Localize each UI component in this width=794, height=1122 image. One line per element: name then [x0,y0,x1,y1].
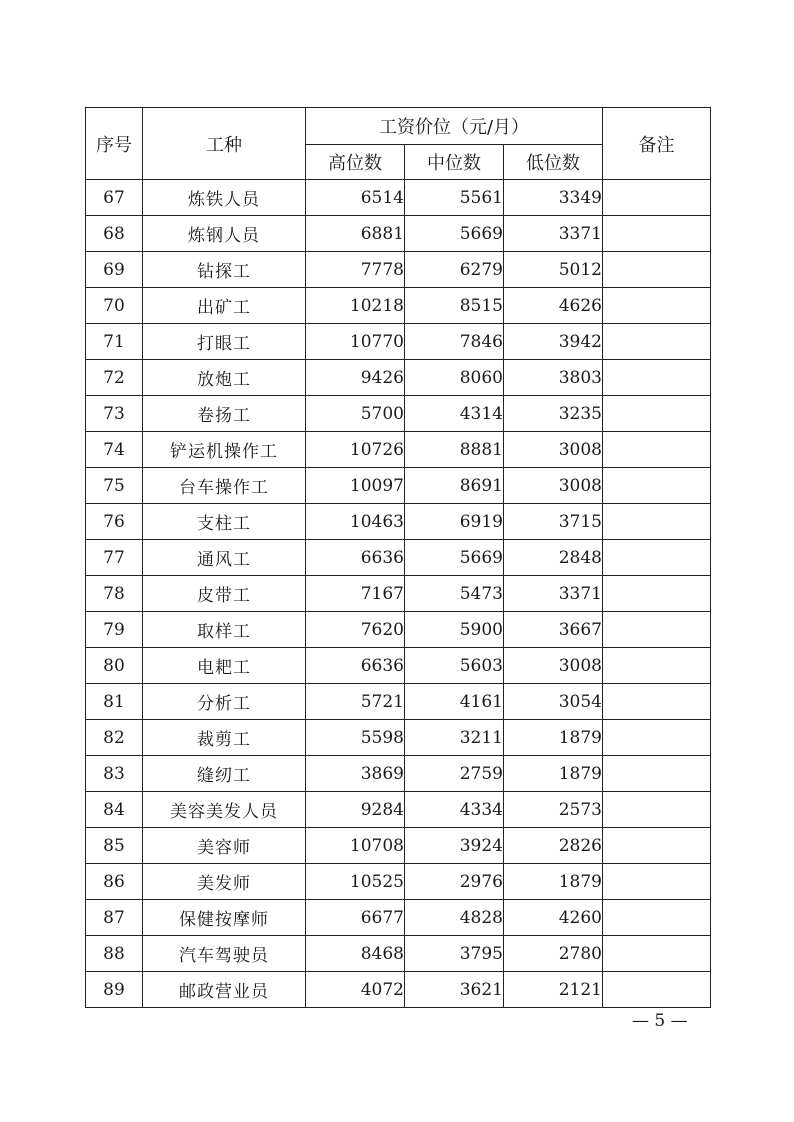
cell-note [603,864,711,900]
cell-job: 卷扬工 [143,396,306,432]
cell-mid: 5473 [405,576,504,612]
cell-seq: 71 [86,324,143,360]
cell-note [603,972,711,1008]
header-mid: 中位数 [405,145,504,180]
cell-high: 6881 [306,216,405,252]
cell-low: 2573 [504,792,603,828]
cell-mid: 3795 [405,936,504,972]
cell-low: 1879 [504,864,603,900]
cell-low: 3667 [504,612,603,648]
cell-job: 台车操作工 [143,468,306,504]
cell-seq: 70 [86,288,143,324]
cell-job: 美发师 [143,864,306,900]
cell-note [603,540,711,576]
cell-low: 3371 [504,216,603,252]
cell-seq: 76 [86,504,143,540]
header-note: 备注 [603,108,711,180]
cell-mid: 5561 [405,180,504,216]
table-row [86,180,711,216]
cell-low: 3008 [504,468,603,504]
cell-job: 钻探工 [143,252,306,288]
cell-note [603,396,711,432]
cell-mid: 8881 [405,432,504,468]
table-row [86,324,711,360]
cell-mid: 3621 [405,972,504,1008]
cell-high: 10097 [306,468,405,504]
cell-job: 分析工 [143,684,306,720]
cell-note [603,360,711,396]
cell-note [603,648,711,684]
cell-seq: 78 [86,576,143,612]
cell-seq: 81 [86,684,143,720]
cell-high: 10525 [306,864,405,900]
cell-job: 裁剪工 [143,720,306,756]
cell-mid: 2759 [405,756,504,792]
cell-high: 10463 [306,504,405,540]
cell-job: 放炮工 [143,360,306,396]
cell-low: 5012 [504,252,603,288]
cell-note [603,324,711,360]
cell-high: 6514 [306,180,405,216]
table-row [86,864,711,900]
table-row [86,468,711,504]
cell-mid: 7846 [405,324,504,360]
cell-high: 10770 [306,324,405,360]
table-row [86,612,711,648]
cell-seq: 72 [86,360,143,396]
cell-high: 6636 [306,540,405,576]
cell-low: 3715 [504,504,603,540]
cell-mid: 8515 [405,288,504,324]
table-row [86,504,711,540]
header-job: 工种 [143,108,306,180]
table-header [86,108,711,180]
table-row [86,828,711,864]
cell-job: 支柱工 [143,504,306,540]
cell-note [603,432,711,468]
cell-mid: 4161 [405,684,504,720]
cell-seq: 75 [86,468,143,504]
cell-seq: 79 [86,612,143,648]
cell-high: 7167 [306,576,405,612]
cell-note [603,756,711,792]
cell-mid: 3211 [405,720,504,756]
cell-note [603,288,711,324]
cell-mid: 8060 [405,360,504,396]
cell-seq: 69 [86,252,143,288]
cell-high: 3869 [306,756,405,792]
cell-note [603,180,711,216]
cell-job: 取样工 [143,612,306,648]
page-number: — 5 — [632,1011,688,1031]
header-row-1 [86,108,711,145]
cell-high: 10218 [306,288,405,324]
table-row [86,648,711,684]
table-row [86,720,711,756]
cell-low: 3349 [504,180,603,216]
cell-high: 8468 [306,936,405,972]
cell-job: 保健按摩师 [143,900,306,936]
cell-mid: 5603 [405,648,504,684]
cell-low: 3235 [504,396,603,432]
cell-note [603,720,711,756]
cell-note [603,900,711,936]
wage-table [85,107,711,1008]
cell-seq: 82 [86,720,143,756]
cell-seq: 77 [86,540,143,576]
cell-mid: 5669 [405,216,504,252]
header-low: 低位数 [504,145,603,180]
cell-high: 5598 [306,720,405,756]
cell-high: 10726 [306,432,405,468]
table-row [86,792,711,828]
cell-low: 2826 [504,828,603,864]
cell-seq: 67 [86,180,143,216]
cell-mid: 4314 [405,396,504,432]
cell-high: 9284 [306,792,405,828]
header-seq: 序号 [86,108,143,180]
table-row [86,396,711,432]
cell-job: 美容师 [143,828,306,864]
table-row [86,432,711,468]
cell-low: 3008 [504,432,603,468]
table-row [86,756,711,792]
cell-note [603,216,711,252]
cell-high: 7778 [306,252,405,288]
cell-high: 4072 [306,972,405,1008]
cell-mid: 6279 [405,252,504,288]
cell-job: 邮政营业员 [143,972,306,1008]
cell-high: 6636 [306,648,405,684]
table-row [86,936,711,972]
cell-low: 4260 [504,900,603,936]
cell-job: 打眼工 [143,324,306,360]
cell-note [603,504,711,540]
header-wage-group: 工资价位（元/月） [306,108,603,145]
cell-mid: 4828 [405,900,504,936]
table-row [86,288,711,324]
cell-seq: 88 [86,936,143,972]
table-row [86,360,711,396]
table-row [86,252,711,288]
cell-mid: 5900 [405,612,504,648]
cell-low: 3054 [504,684,603,720]
table-row [86,540,711,576]
cell-seq: 74 [86,432,143,468]
cell-job: 汽车驾驶员 [143,936,306,972]
cell-low: 4626 [504,288,603,324]
cell-job: 炼铁人员 [143,180,306,216]
cell-note [603,576,711,612]
cell-low: 3942 [504,324,603,360]
cell-note [603,252,711,288]
cell-mid: 4334 [405,792,504,828]
cell-low: 2780 [504,936,603,972]
table-body [86,180,711,1008]
cell-job: 出矿工 [143,288,306,324]
cell-seq: 89 [86,972,143,1008]
cell-seq: 80 [86,648,143,684]
table-row [86,576,711,612]
cell-seq: 87 [86,900,143,936]
cell-seq: 86 [86,864,143,900]
cell-seq: 84 [86,792,143,828]
cell-mid: 5669 [405,540,504,576]
cell-low: 3371 [504,576,603,612]
cell-high: 6677 [306,900,405,936]
cell-seq: 73 [86,396,143,432]
cell-job: 皮带工 [143,576,306,612]
cell-seq: 68 [86,216,143,252]
cell-high: 7620 [306,612,405,648]
cell-job: 美容美发人员 [143,792,306,828]
table-row [86,684,711,720]
cell-high: 10708 [306,828,405,864]
table-row [86,900,711,936]
table-row [86,216,711,252]
cell-note [603,684,711,720]
cell-seq: 85 [86,828,143,864]
cell-low: 2121 [504,972,603,1008]
cell-low: 1879 [504,756,603,792]
cell-mid: 6919 [405,504,504,540]
cell-job: 铲运机操作工 [143,432,306,468]
cell-low: 1879 [504,720,603,756]
cell-high: 5721 [306,684,405,720]
cell-mid: 8691 [405,468,504,504]
cell-note [603,612,711,648]
cell-note [603,828,711,864]
cell-job: 炼钢人员 [143,216,306,252]
cell-note [603,936,711,972]
cell-seq: 83 [86,756,143,792]
cell-note [603,792,711,828]
cell-low: 2848 [504,540,603,576]
cell-low: 3008 [504,648,603,684]
cell-high: 5700 [306,396,405,432]
table-row [86,972,711,1008]
header-high: 高位数 [306,145,405,180]
cell-mid: 2976 [405,864,504,900]
cell-mid: 3924 [405,828,504,864]
cell-job: 电耙工 [143,648,306,684]
cell-high: 9426 [306,360,405,396]
cell-low: 3803 [504,360,603,396]
cell-note [603,468,711,504]
cell-job: 通风工 [143,540,306,576]
cell-job: 缝纫工 [143,756,306,792]
